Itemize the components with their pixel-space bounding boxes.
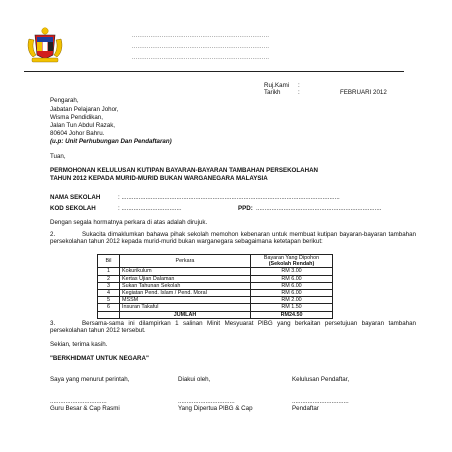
- recipient-line-5: 80604 Johor Bahru.: [50, 130, 105, 137]
- total-label: JUMLAH: [120, 311, 251, 318]
- recipient-line-2: Jabatan Pelajaran Johor,: [50, 106, 119, 113]
- header-divider: [24, 71, 404, 72]
- signature-line-pibg: .................................: [178, 398, 235, 405]
- coat-of-arms-icon: [25, 25, 65, 65]
- row-item: Kertas Ujian Dalaman: [120, 275, 251, 282]
- ref-value: :: [298, 82, 300, 89]
- table-row: [98, 297, 333, 304]
- recipient-line-3: Wisma Pendidikan,: [50, 114, 103, 121]
- letterhead-line-1: ..........................................................................: [132, 33, 270, 39]
- signature-role-guru-besar: Guru Besar & Cap Rasmi: [50, 405, 120, 412]
- column-header-sekolah: (Sekolah Rendah): [251, 261, 333, 268]
- signature-heading-pendaftar: Kelulusan Pendaftar,: [292, 376, 350, 383]
- signature-heading-pibg: Diakui oleh,: [178, 376, 211, 383]
- paragraph-2-text: Sukacita dimaklumkan bahawa pihak sekolah memohon kebenaran untuk membuat kutipan bayaran-bayaran tambahan persekolahan tahun 2012 kepada murid-murid bukan warganegara sebagaimana ketetapan berikut:: [50, 231, 416, 246]
- signature-role-pendaftar: Pendaftar: [292, 405, 319, 412]
- row-number: 5: [98, 297, 120, 304]
- paragraph-3-text: Bersama-sama ini dilampirkan 1 salinan Minit Mesyuarat PIBG yang berkaitan persetujuan bayaran tambahan persekolahan tahun 2012 tersebut.: [50, 320, 416, 335]
- recipient-line-1: Pengarah,: [50, 97, 79, 104]
- motto: "BERKHIDMAT UNTUK NEGARA": [50, 355, 149, 362]
- signature-line-pendaftar: .................................: [292, 398, 349, 405]
- column-header-perkara: Perkara: [120, 255, 251, 268]
- column-header-bayaran: Bayaran Yang Dipohon: [251, 255, 333, 262]
- row-amount: RM 2.00: [251, 297, 333, 304]
- closing-text: Sekian, terima kasih.: [50, 341, 108, 348]
- table-row: [98, 290, 333, 297]
- letterhead-line-2: ..........................................................................: [132, 44, 270, 50]
- row-number: 3: [98, 282, 120, 289]
- date-separator: :: [298, 89, 300, 96]
- row-number: 2: [98, 275, 120, 282]
- salutation: Tuan,: [50, 153, 66, 160]
- row-item: Kokurikulum: [120, 268, 251, 275]
- subject-line-2: TAHUN 2012 KEPADA MURID-MURID BUKAN WARGANEGARA MALAYSIA: [50, 175, 268, 182]
- row-number: 1: [98, 268, 120, 275]
- table-total-row: [98, 311, 333, 318]
- school-name-label: NAMA SEKOLAH: [50, 194, 101, 201]
- row-amount: RM 6.00: [251, 275, 333, 282]
- letterhead-line-3: ..........................................................................: [132, 55, 270, 61]
- row-item: Kegiatan Pend. Islam / Pend. Moral: [120, 290, 251, 297]
- paragraph-1: Dengan segala hormatnya perkara di atas adalah dirujuk.: [50, 219, 208, 226]
- column-header-bil: Bil: [98, 255, 120, 268]
- row-item: MSSM: [120, 297, 251, 304]
- row-amount: RM 6.00: [251, 282, 333, 289]
- ppd-label: PPD:: [238, 205, 253, 212]
- table-row: [98, 304, 333, 311]
- table-row: [98, 268, 333, 275]
- row-amount: RM 6.00: [251, 290, 333, 297]
- signature-line-guru-besar: .................................: [50, 398, 107, 405]
- table-header-row: [98, 255, 333, 262]
- recipient-attention: (u.p: Unit Perhubungan Dan Pendaftaran): [50, 138, 172, 145]
- date-label: Tarikh: [264, 89, 281, 96]
- school-name-value: : ...............................................................................................................................: [118, 194, 340, 201]
- paragraph-3-number: 3.: [50, 320, 56, 327]
- ppd-value: .........................................................................: [256, 205, 382, 212]
- table-row: [98, 282, 333, 289]
- row-number: 6: [98, 304, 120, 311]
- total-empty-cell: [98, 311, 120, 318]
- recipient-line-4: Jalan Tun Abdul Razak,: [50, 122, 116, 129]
- school-code-value: : ...................................: [118, 205, 182, 212]
- table-row: [98, 275, 333, 282]
- signature-role-pibg: Yang Dipertua PIBG & Cap: [178, 405, 253, 412]
- date-value: FEBRUARI 2012: [340, 89, 387, 96]
- fee-table: [97, 254, 333, 319]
- subject-line-1: PERMOHONAN KELULUSAN KUTIPAN BAYARAN-BAYARAN TAMBAHAN PERSEKOLAHAN: [50, 167, 319, 174]
- paragraph-2-number: 2.: [50, 231, 56, 238]
- row-item: Insuran Takaful: [120, 304, 251, 311]
- row-number: 4: [98, 290, 120, 297]
- row-item: Sukan Tahunan Sekolah: [120, 282, 251, 289]
- ref-label: Ruj.Kami: [264, 82, 290, 89]
- row-amount: RM 1.50: [251, 304, 333, 311]
- total-value: RM24.50: [251, 311, 333, 318]
- row-amount: RM 3.00: [251, 268, 333, 275]
- signature-heading-guru-besar: Saya yang menurut perintah,: [50, 376, 130, 383]
- school-code-label: KOD SEKOLAH: [50, 205, 96, 212]
